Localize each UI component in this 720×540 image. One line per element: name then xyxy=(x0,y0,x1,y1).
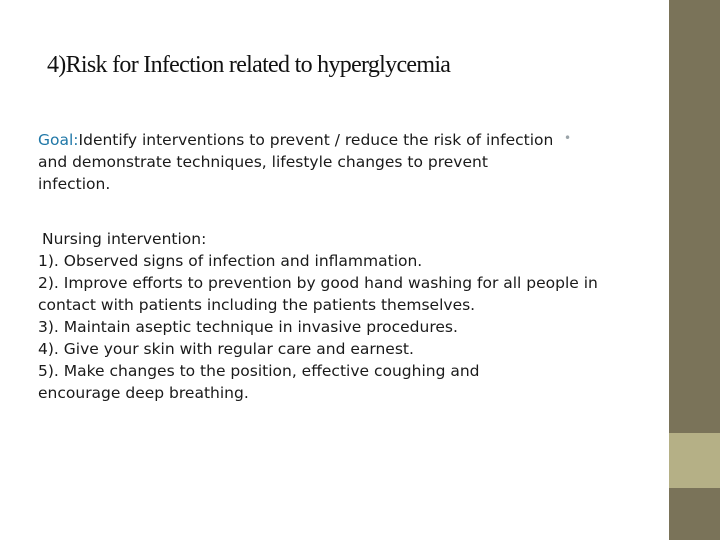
intervention-item-3: 3). Maintain aseptic technique in invasive procedures. xyxy=(38,318,458,336)
goal-label: Goal: xyxy=(38,131,79,149)
intervention-item-4: 4). Give your skin with regular care and earnest. xyxy=(38,340,414,358)
goal-text: Identify interventions to prevent / reduce the risk of infection and demonstrate techniques, lifestyle changes to prevent infection. xyxy=(38,131,554,193)
intervention-item-2: 2). Improve efforts to prevention by good hand washing for all people in contact with patients including the patients themselves. xyxy=(38,274,598,314)
slide-body xyxy=(38,129,638,404)
intervention-item-5: 5). Make changes to the position, effective coughing and encourage deep breathing. xyxy=(38,362,480,402)
goal-paragraph xyxy=(38,129,558,195)
bullet-icon: • xyxy=(564,131,572,145)
slide-title: 4)Risk for Infection related to hyperglycemia xyxy=(47,52,451,78)
nursing-heading: Nursing intervention: xyxy=(42,230,207,248)
sidebar-accent-block xyxy=(669,433,720,488)
intervention-item-1: 1). Observed signs of infection and inflammation. xyxy=(38,252,423,270)
